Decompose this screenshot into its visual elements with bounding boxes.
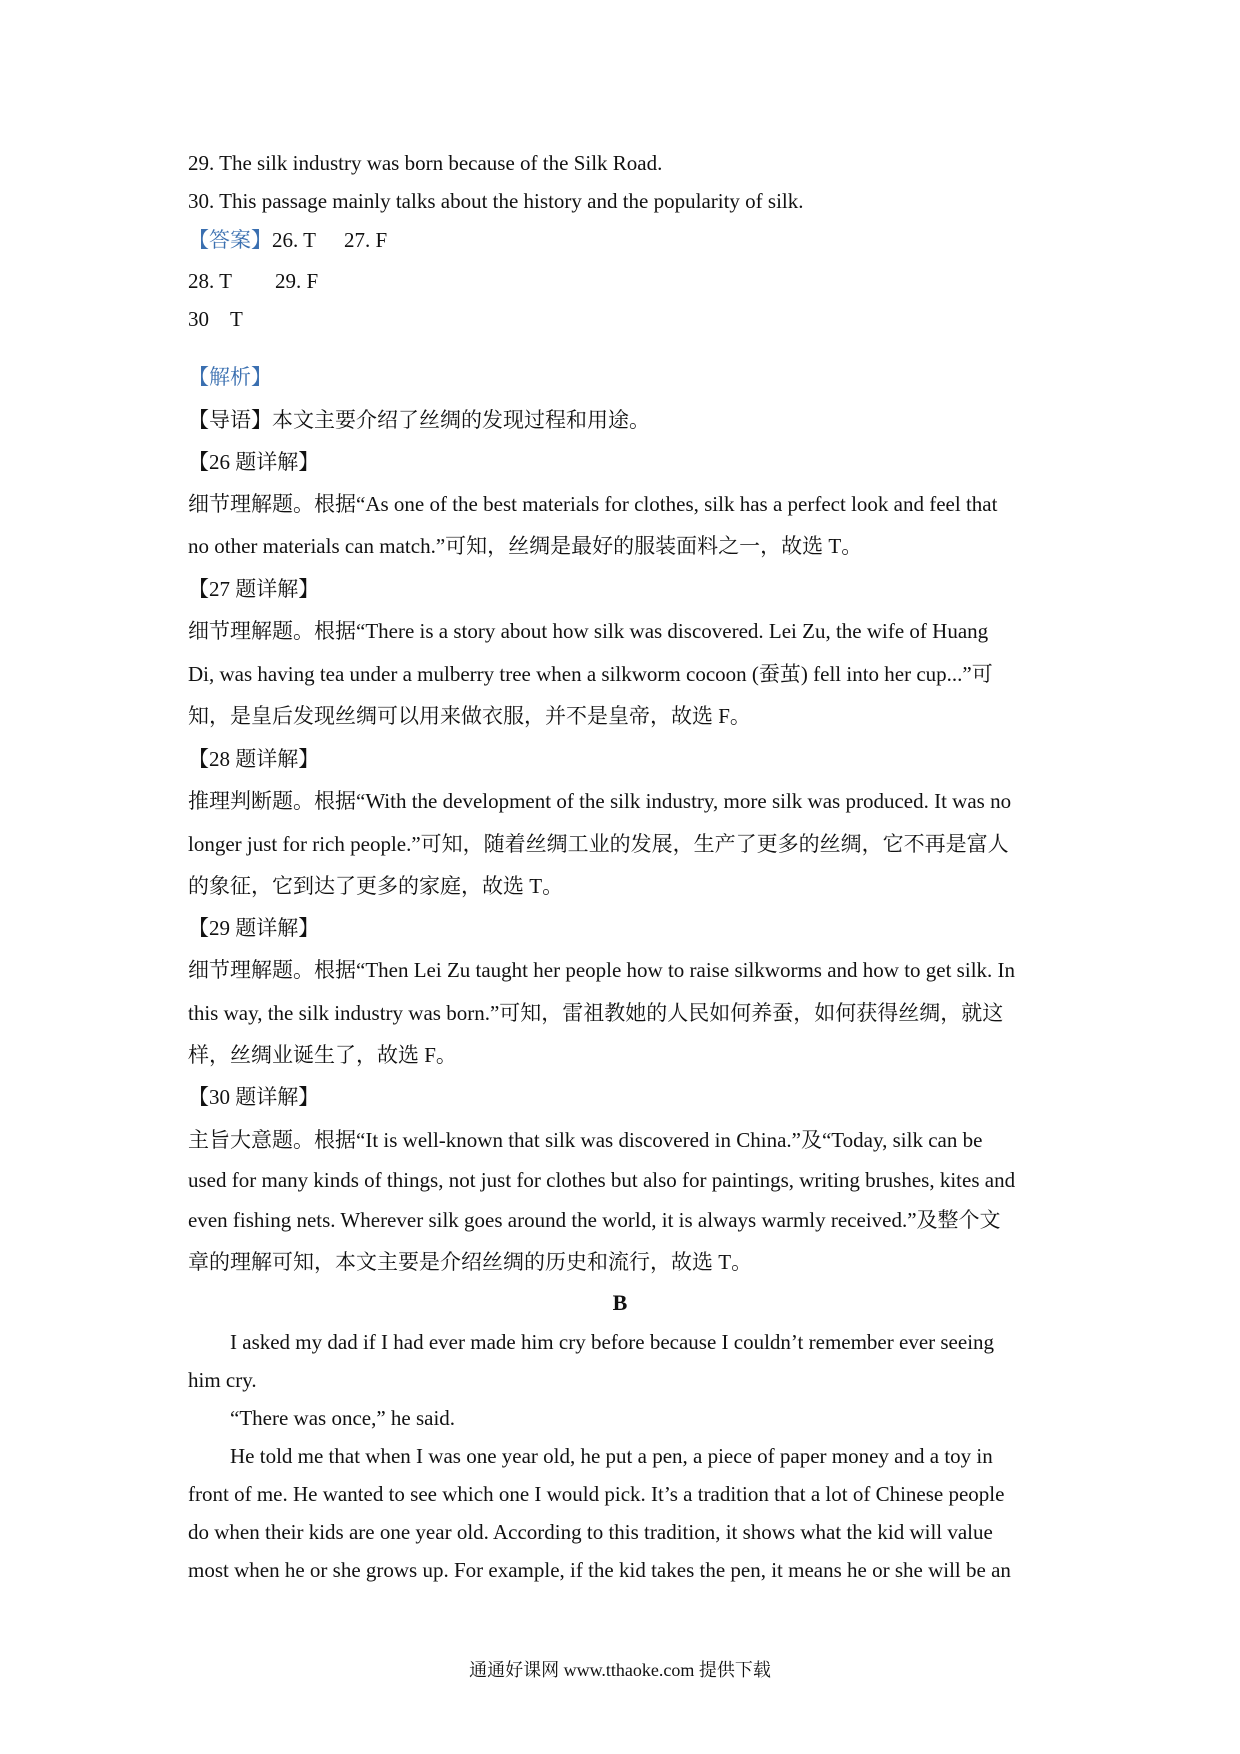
answer-row-1 xyxy=(188,226,387,254)
answer-28: 28. T xyxy=(188,269,232,293)
section-29-title: 【29 题详解】 xyxy=(188,916,320,940)
passage-b-text: He told me that when I was one year old, he put a pen, a piece of paper money and a toy in xyxy=(230,1444,993,1468)
section-30-text: 主旨大意题。根据“It is well-known that silk was discovered in China.”及“Today, silk can be xyxy=(188,1128,983,1152)
analysis-intro: 【导语】本文主要介绍了丝绸的发现过程和用途。 xyxy=(188,408,650,432)
section-30-text: 章的理解可知，本文主要是介绍丝绸的历史和流行，故选 T。 xyxy=(188,1250,753,1274)
section-26-title: 【26 题详解】 xyxy=(188,450,320,474)
section-28-text: 推理判断题。根据“With the development of the silk industry, more silk was produced. It was no xyxy=(188,789,1012,813)
question-30: 30. This passage mainly talks about the history and the popularity of silk. xyxy=(188,189,804,213)
analysis-label: 【解析】 xyxy=(188,365,272,389)
section-27-text: 知，是皇后发现丝绸可以用来做衣服，并不是皇帝，故选 F。 xyxy=(188,704,751,728)
passage-b-text: most when he or she grows up. For example, if the kid takes the pen, it means he or she will be an xyxy=(188,1558,1011,1582)
passage-b-text: “There was once,” he said. xyxy=(230,1406,456,1430)
section-29-text: this way, the silk industry was born.”可知，雷祖教她的人民如何养蚕，如何获得丝绸，就这 xyxy=(188,1001,1004,1025)
section-27-text: 细节理解题。根据“There is a story about how silk was discovered. Lei Zu, the wife of Huang xyxy=(188,619,989,643)
section-30-text: used for many kinds of things, not just for clothes but also for paintings, writing brushes, kites and xyxy=(188,1168,1016,1192)
passage-b-text: do when their kids are one year old. According to this tradition, it shows what the kid will value xyxy=(188,1520,993,1544)
section-27-text: Di, was having tea under a mulberry tree when a silkworm cocoon (蚕茧) fell into her cup...”可 xyxy=(188,662,993,686)
section-28-text: 的象征，它到达了更多的家庭，故选 T。 xyxy=(188,874,564,898)
answer-30-number: 30 xyxy=(188,307,209,331)
passage-b-heading: B xyxy=(612,1290,628,1315)
section-29-text: 细节理解题。根据“Then Lei Zu taught her people how to raise silkworms and how to get silk. In xyxy=(188,958,1016,982)
answer-row-2 xyxy=(188,267,318,295)
section-29-text: 样，丝绸业诞生了，故选 F。 xyxy=(188,1043,457,1067)
passage-b-text: him cry. xyxy=(188,1368,257,1392)
passage-b-text: I asked my dad if I had ever made him cry before because I couldn’t remember ever seeing xyxy=(230,1330,995,1354)
question-29: 29. The silk industry was born because of the Silk Road. xyxy=(188,151,663,175)
answer-label: 【答案】 xyxy=(188,228,272,252)
section-28-title: 【28 题详解】 xyxy=(188,747,320,771)
answer-26: 26. T xyxy=(272,228,316,252)
section-30-title: 【30 题详解】 xyxy=(188,1085,320,1109)
section-26-text: 细节理解题。根据“As one of the best materials for clothes, silk has a perfect look and feel that xyxy=(188,492,998,516)
section-27-title: 【27 题详解】 xyxy=(188,577,320,601)
answer-row-3 xyxy=(188,305,243,333)
answer-29: 29. F xyxy=(275,269,319,293)
answer-30: T xyxy=(230,307,243,331)
section-30-text: even fishing nets. Wherever silk goes around the world, it is always warmly received.”及整个文 xyxy=(188,1208,1001,1232)
section-26-text: no other materials can match.”可知，丝绸是最好的服装面料之一，故选 T。 xyxy=(188,534,863,558)
answer-27: 27. F xyxy=(344,228,388,252)
passage-b-text: front of me. He wanted to see which one I would pick. It’s a tradition that a lot of Chinese people xyxy=(188,1482,1005,1506)
section-28-text: longer just for rich people.”可知，随着丝绸工业的发展，生产了更多的丝绸，它不再是富人 xyxy=(188,832,1009,856)
page-footer: 通通好课网 www.tthaoke.com 提供下载 xyxy=(469,1660,771,1680)
